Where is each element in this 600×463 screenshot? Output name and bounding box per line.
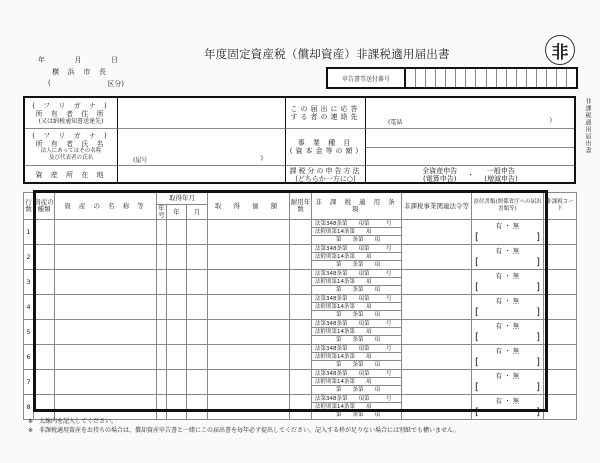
ward-open: ( [48, 79, 51, 87]
month-cell[interactable] [187, 320, 208, 345]
phone-label: (電話 [388, 119, 403, 126]
related-law-cell[interactable] [402, 320, 472, 345]
era-cell[interactable] [157, 345, 167, 370]
note-2: ※ 非課税適用資産をお持ちの場合は、償却資産申告書と一緒にこの届出書を毎年必ず提出してください。記入する枠が足りない場合には別紙でも構いません。 [28, 427, 460, 434]
month-cell[interactable] [187, 245, 208, 270]
serial-digit-cell[interactable] [507, 69, 517, 87]
era-cell[interactable] [157, 320, 167, 345]
useful-life-cell[interactable] [290, 395, 312, 420]
law-line: 第 条第 項 [335, 337, 380, 343]
capital-title: (資本金等の額) [289, 147, 362, 155]
attachments-cell[interactable] [472, 370, 544, 395]
attachments-cell[interactable] [472, 295, 544, 320]
header-era: 年号 [158, 204, 165, 219]
business-type-input[interactable] [366, 129, 574, 148]
exempt-clause-cell[interactable] [312, 395, 402, 420]
exempt-clause-cell[interactable] [312, 320, 402, 345]
exempt-code-cell[interactable] [544, 395, 577, 420]
exempt-clause-cell[interactable] [312, 220, 402, 245]
capital-input[interactable] [366, 148, 574, 166]
year-cell[interactable] [167, 320, 187, 345]
related-law-cell[interactable] [402, 245, 472, 270]
method-label [286, 166, 366, 184]
bracket-close-icon: ] [536, 232, 540, 243]
furigana-label: ( フ リ ガ ナ ) [32, 132, 110, 140]
related-law-cell[interactable] [402, 345, 472, 370]
serial-digit-cell[interactable] [416, 69, 426, 87]
asset-type-cell[interactable] [34, 320, 55, 345]
era-cell[interactable] [157, 395, 167, 420]
attach-yes-no[interactable]: 有 ・ 無 [495, 247, 520, 255]
owner-address-input[interactable] [118, 98, 286, 129]
attachments-cell[interactable] [472, 245, 544, 270]
year-cell[interactable] [167, 295, 187, 320]
acq-price-cell[interactable] [208, 395, 290, 420]
useful-life-cell[interactable] [290, 295, 312, 320]
addressee [52, 67, 106, 77]
era-cell[interactable] [157, 270, 167, 295]
law-line: 法附則第14条第 項 [312, 253, 401, 261]
attach-yes-no[interactable]: 有 ・ 無 [495, 372, 520, 380]
header-acq-price: 取 得 価 額 [208, 193, 290, 220]
attach-yes-no[interactable]: 有 ・ 無 [495, 222, 520, 230]
acq-price-cell[interactable] [208, 320, 290, 345]
law-line: 法第348条第 項第 号 [312, 320, 401, 328]
serial-digit-cell[interactable] [517, 69, 527, 87]
asset-type-cell[interactable] [34, 345, 55, 370]
addressee-char: 長 [98, 68, 106, 76]
table-row [24, 295, 577, 320]
furigana-label: ( フ リ ガ ナ ) [32, 101, 110, 110]
attachments-cell[interactable] [472, 320, 544, 345]
owner-address-sub: (又は納税通知書送達先) [38, 117, 104, 125]
serial-digit-cell[interactable] [487, 69, 497, 87]
table-row [24, 220, 577, 245]
exempt-mark-icon: 非 [545, 35, 575, 65]
asset-name-cell[interactable] [55, 220, 157, 245]
bracket-open-icon: [ [475, 307, 479, 318]
table-row [24, 320, 577, 345]
header-asset-name: 資 産 の 名 称 等 [55, 193, 157, 220]
month-cell[interactable] [187, 395, 208, 420]
useful-life-cell[interactable] [290, 370, 312, 395]
row-number-text: 8 [26, 402, 31, 411]
month-cell[interactable] [187, 345, 208, 370]
owner-info-block [23, 96, 576, 184]
exempt-clause-cell[interactable] [312, 245, 402, 270]
law-line: 第 条第 項 [335, 387, 380, 393]
owner-address-title: 所 有 者 住 所 [35, 109, 107, 118]
serial-digit-cell[interactable] [557, 69, 567, 87]
law-line: 法附則第14条第 項 [312, 353, 401, 361]
law-line: 法第348条第 項第 号 [312, 220, 401, 228]
asset-type-cell[interactable] [34, 270, 55, 295]
row-number-text: 7 [26, 377, 31, 386]
era-cell[interactable] [157, 370, 167, 395]
law-line: 法附則第14条第 項 [312, 378, 401, 386]
table-row [24, 395, 577, 420]
contact-title-1: この届出に応答 [290, 105, 361, 113]
trade-name-label: (屋号 [133, 157, 148, 164]
row-number [24, 345, 34, 370]
bracket-close-icon: ] [536, 282, 540, 293]
addressee-char: 浜 [67, 68, 75, 76]
month-cell[interactable] [187, 295, 208, 320]
header-month: 月 [187, 205, 208, 220]
era-cell[interactable] [157, 220, 167, 245]
bracket-close-icon: ] [536, 307, 540, 318]
exempt-code-cell[interactable] [544, 220, 577, 245]
row-number [24, 270, 34, 295]
contact-title-2: する者の連絡先 [290, 113, 361, 121]
law-line: 法附則第14条第 項 [312, 403, 401, 411]
date-line [38, 55, 118, 65]
option-general[interactable] [484, 167, 517, 183]
attachments-cell[interactable] [472, 395, 544, 420]
ward-field[interactable] [48, 79, 124, 89]
bracket-open-icon: [ [475, 407, 479, 418]
asset-name-cell[interactable] [55, 345, 157, 370]
asset-name-cell[interactable] [55, 370, 157, 395]
method-sub: (どちらか一方に○) [295, 175, 356, 183]
exempt-clause-cell[interactable] [312, 370, 402, 395]
attach-yes-no[interactable]: 有 ・ 無 [495, 397, 520, 405]
header-useful-life: 耐用年数 [290, 193, 312, 220]
acq-price-cell[interactable] [208, 295, 290, 320]
contact-input[interactable] [366, 98, 574, 129]
option-full-asset[interactable] [422, 167, 457, 183]
bracket-open-icon: [ [475, 332, 479, 343]
month-cell[interactable] [187, 370, 208, 395]
asset-type-cell[interactable] [34, 295, 55, 320]
year-cell[interactable] [167, 345, 187, 370]
date-month: 月 [74, 56, 82, 64]
serial-digit-cell[interactable] [537, 69, 547, 87]
header-exempt-clause: 非 課 税 適 用 条 項 [312, 193, 402, 220]
bracket-open-icon: [ [475, 382, 479, 393]
acq-price-cell[interactable] [208, 270, 290, 295]
related-law-cell[interactable] [402, 270, 472, 295]
header-acq-date: 取得年月 [157, 193, 208, 205]
law-line: 法第348条第 項第 号 [312, 370, 401, 378]
option-general-sub: (増減申告) [484, 175, 518, 183]
month-cell[interactable] [187, 270, 208, 295]
header-related-law: 非課税事業関連法令等 [402, 193, 472, 220]
year-cell[interactable] [167, 370, 187, 395]
bracket-close-icon: ] [536, 407, 540, 418]
law-line: 法第348条第 項第 号 [312, 345, 401, 353]
option-full-label: 全資産申告 [422, 167, 458, 175]
bracket-close-icon: ] [536, 257, 540, 268]
year-cell[interactable] [167, 270, 187, 295]
attachments-cell[interactable] [472, 220, 544, 245]
serial-digit-cell[interactable] [527, 69, 537, 87]
table-row [24, 245, 577, 270]
row-number-text: 6 [26, 352, 31, 361]
law-line: 法第348条第 項第 号 [312, 270, 401, 278]
trade-name-close: ) [260, 155, 263, 162]
asset-name-cell[interactable] [55, 270, 157, 295]
row-number [24, 395, 34, 420]
date-day: 日 [111, 56, 118, 64]
asset-name-cell[interactable] [55, 395, 157, 420]
law-line: 第 条第 項 [335, 237, 380, 243]
serial-digit-cell[interactable] [406, 69, 416, 87]
row-number-text: 1 [26, 227, 31, 236]
asset-location-title: 資 産 所 在 地 [35, 171, 107, 179]
asset-type-cell[interactable] [34, 395, 55, 420]
option-separator: ・ [467, 171, 475, 179]
row-number [24, 295, 34, 320]
exempt-clause-cell[interactable] [312, 295, 402, 320]
owner-name-input[interactable] [118, 129, 286, 166]
bracket-close-icon: ] [536, 357, 540, 368]
attach-yes-no[interactable]: 有 ・ 無 [495, 272, 520, 280]
business-label [286, 129, 366, 166]
exempt-code-cell[interactable] [544, 270, 577, 295]
bracket-close-icon: ] [536, 332, 540, 343]
method-options [366, 166, 574, 184]
owner-name-label [25, 129, 118, 166]
addressee-char: 横 [52, 68, 59, 76]
business-title: 事 業 種 目 [297, 139, 354, 147]
option-full-sub: (電算申告) [423, 175, 457, 183]
owner-address-label [25, 98, 118, 129]
related-law-cell[interactable] [402, 370, 472, 395]
serial-digit-cell[interactable] [436, 69, 446, 87]
header-asset-type: 資産の種類 [34, 193, 55, 220]
table-row [24, 345, 577, 370]
bracket-open-icon: [ [475, 257, 479, 268]
serial-digit-cell[interactable] [456, 69, 466, 87]
useful-life-cell[interactable] [290, 220, 312, 245]
law-line: 法附則第14条第 項 [312, 228, 401, 236]
asset-name-cell[interactable] [55, 245, 157, 270]
asset-name-cell[interactable] [55, 295, 157, 320]
owner-name-sub1: 法人にあってはその名称 [40, 148, 102, 154]
attachments-cell[interactable] [472, 270, 544, 295]
bracket-open-icon: [ [475, 357, 479, 368]
law-line: 法第348条第 項第 号 [312, 395, 401, 403]
exempt-code-cell[interactable] [544, 320, 577, 345]
exempt-code-cell[interactable] [544, 245, 577, 270]
law-line: 第 条第 項 [335, 362, 380, 368]
law-line: 第 条第 項 [335, 287, 380, 293]
law-line: 法第348条第 項第 号 [312, 245, 401, 253]
acq-price-cell[interactable] [208, 370, 290, 395]
related-law-cell[interactable] [402, 295, 472, 320]
row-number-text: 4 [26, 302, 31, 311]
ward-label: 区分) [107, 80, 124, 88]
acq-price-cell[interactable] [208, 345, 290, 370]
attach-yes-no[interactable]: 有 ・ 無 [495, 347, 520, 355]
law-line: 第 条第 項 [335, 412, 380, 418]
serial-digit-cell[interactable] [446, 69, 456, 87]
year-cell[interactable] [167, 395, 187, 420]
asset-type-cell[interactable] [34, 370, 55, 395]
row-number-text: 2 [26, 252, 31, 261]
serial-cells [406, 69, 576, 87]
serial-digit-cell[interactable] [466, 69, 476, 87]
serial-digit-cell[interactable] [567, 69, 576, 87]
useful-life-cell[interactable] [290, 270, 312, 295]
useful-life-cell[interactable] [290, 245, 312, 270]
month-cell[interactable] [187, 220, 208, 245]
law-line: 法附則第14条第 項 [312, 303, 401, 311]
related-law-cell[interactable] [402, 395, 472, 420]
option-general-label: 一般申告 [487, 167, 515, 175]
year-cell[interactable] [167, 245, 187, 270]
law-line: 法附則第14条第 項 [312, 328, 401, 336]
exempt-code-cell[interactable] [544, 370, 577, 395]
asset-type-cell[interactable] [34, 220, 55, 245]
method-title: 課税分の申告方法 [289, 167, 362, 175]
owner-name-sub2: 及び代表者の氏名 [48, 155, 93, 161]
header-row-no: 行数 [24, 193, 34, 220]
serial-digit-cell[interactable] [476, 69, 486, 87]
asset-type-cell[interactable] [34, 245, 55, 270]
exempt-code-cell[interactable] [544, 345, 577, 370]
row-number [24, 370, 34, 395]
addressee-char: 市 [83, 68, 91, 76]
notes [28, 417, 459, 435]
era-cell[interactable] [157, 295, 167, 320]
attach-yes-no[interactable]: 有 ・ 無 [495, 322, 520, 330]
owner-name-title: 所 有 者 氏 名 [35, 140, 107, 148]
serial-digit-cell[interactable] [426, 69, 436, 87]
table-row [24, 270, 577, 295]
exempt-clause-cell[interactable] [312, 345, 402, 370]
asset-table [23, 192, 576, 418]
row-number [24, 245, 34, 270]
related-law-cell[interactable] [402, 220, 472, 245]
useful-life-cell[interactable] [290, 345, 312, 370]
serial-digit-cell[interactable] [497, 69, 507, 87]
contact-label [286, 98, 366, 129]
serial-number-box [326, 67, 578, 89]
acq-price-cell[interactable] [208, 220, 290, 245]
bracket-close-icon: ] [536, 382, 540, 393]
useful-life-cell[interactable] [290, 320, 312, 345]
serial-label: 申告書等送付番号 [328, 69, 406, 87]
law-line: 第 条第 項 [335, 262, 380, 268]
attach-yes-no[interactable]: 有 ・ 無 [495, 297, 520, 305]
exempt-code-cell[interactable] [544, 295, 577, 320]
table-row [24, 370, 577, 395]
row-number [24, 320, 34, 345]
law-line: 法第348条第 項第 号 [312, 295, 401, 303]
header-year: 年 [167, 205, 187, 220]
attachments-cell[interactable] [472, 345, 544, 370]
asset-name-cell[interactable] [55, 320, 157, 345]
asset-location-input[interactable] [118, 166, 286, 184]
exempt-clause-cell[interactable] [312, 270, 402, 295]
side-label: 非課税適用届出書 [584, 98, 591, 154]
serial-digit-cell[interactable] [547, 69, 557, 87]
row-number [24, 220, 34, 245]
row-number-text: 5 [26, 327, 31, 336]
row-number-text: 3 [26, 277, 31, 286]
header-exempt-code: 非課税コード [544, 193, 577, 220]
era-cell[interactable] [157, 245, 167, 270]
acq-price-cell[interactable] [208, 245, 290, 270]
law-line: 第 条第 項 [335, 312, 380, 318]
bracket-open-icon: [ [475, 282, 479, 293]
asset-location-label [25, 166, 118, 184]
bracket-open-icon: [ [475, 232, 479, 243]
page-title: 年度固定資産税（償却資産）非課税適用届出書 [204, 47, 450, 61]
date-year: 年 [38, 56, 45, 64]
note-1: ※ 太線内を記入してください。 [28, 418, 118, 425]
phone-close: ) [549, 117, 552, 124]
law-line: 法附則第14条第 項 [312, 278, 401, 286]
year-cell[interactable] [167, 220, 187, 245]
header-attachments: 添付書類(関係省庁への届出書類等) [472, 193, 544, 220]
